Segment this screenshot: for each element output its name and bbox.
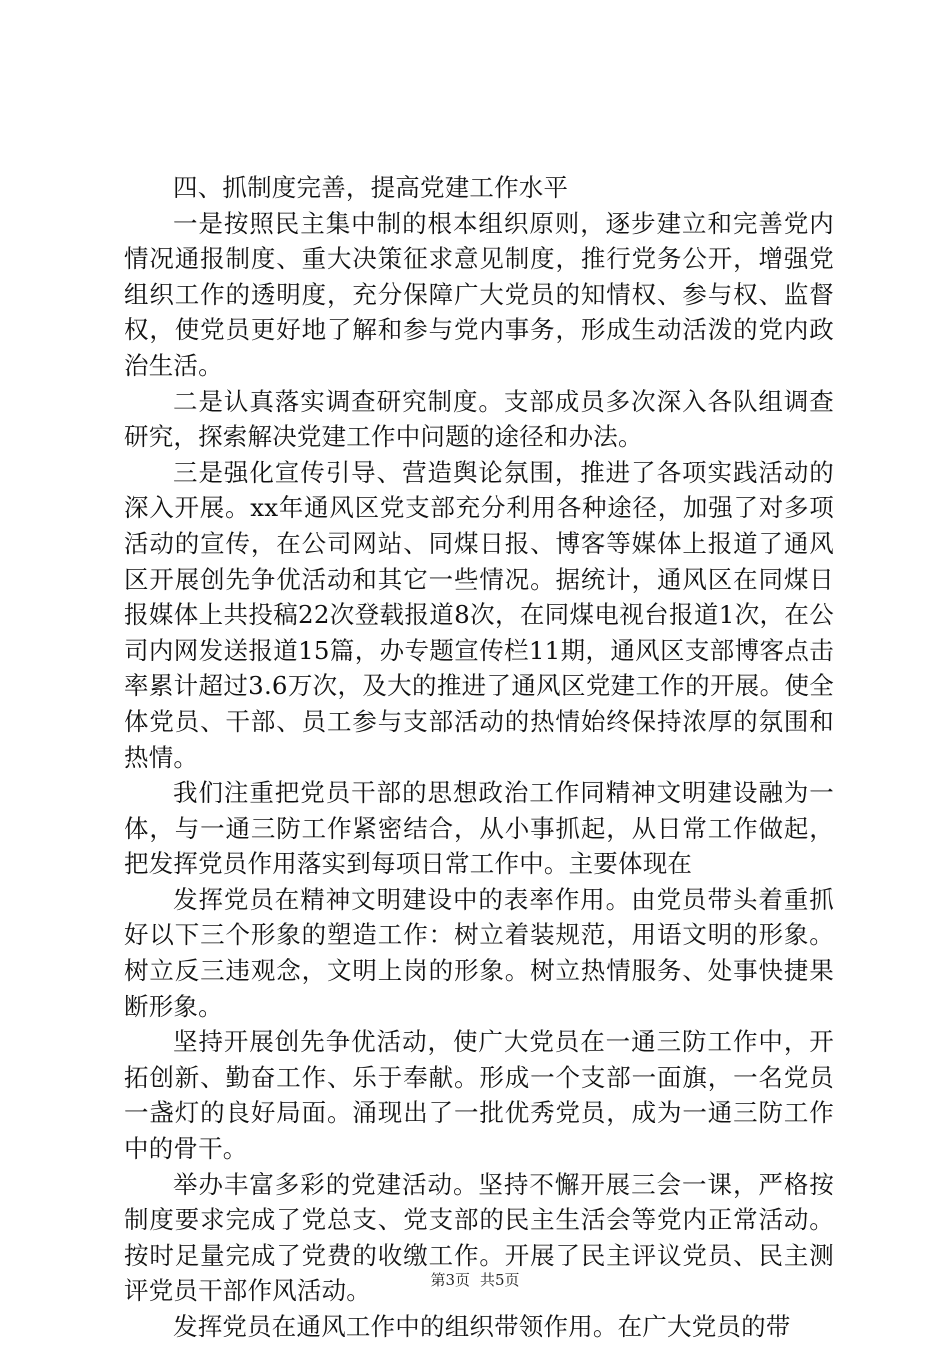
paragraph-6: 坚持开展创先争优活动，使广大党员在一通三防工作中，开拓创新、勤奋工作、乐于奉献。形成一个支部一面旗，一名党员一盏灯的良好局面。涌现出了一批优秀党员，成为一通三防工作中的骨干。 [124, 1027, 834, 1164]
paragraph-8: 发挥党员在通风工作中的组织带领作用。在广大党员的带 [173, 1312, 791, 1341]
paragraph-4: 我们注重把党员干部的思想政治工作同精神文明建设融为一体，与一通三防工作紧密结合，从小事抓起，从日常工作做起，把发挥党员作用落实到每项日常工作中。主要体现在 [124, 778, 834, 879]
document-body [124, 170, 834, 1345]
paragraph-1: 一是按照民主集中制的根本组织原则，逐步建立和完善党内情况通报制度、重大决策征求意见制度，推行党务公开，增强党组织工作的透明度，充分保障广大党员的知情权、参与权、监督权，使党员更好地了解和参与党内事务，形成生动活泼的党内政治生活。 [124, 208, 834, 380]
total-pages: 共5页 [480, 1271, 520, 1289]
page-number: 第3页 [430, 1271, 470, 1289]
paragraph-3: 三是强化宣传引导、营造舆论氛围，推进了各项实践活动的深入开展。xx年通风区党支部充分利用各种途径，加强了对多项活动的宣传，在公司网站、同煤日报、博客等媒体上报道了通风区开展创先争优活动和其它一些情况。据统计，通风区在同煤日报媒体上共投稿22次登载报道8次，在同煤电视台报道1次，在公司内网发送报道15篇，办专题宣传栏11期，通风区支部博客点击率累计超过3.6万次，及大的推进了通风区党建工作的开展。使全体党员、干部、员工参与支部活动的热情始终保持浓厚的氛围和热情。 [124, 457, 834, 772]
paragraph-7: 举办丰富多彩的党建活动。坚持不懈开展三会一课，严格按制度要求完成了党总支、党支部的民主生活会等党内正常活动。按时足量完成了党费的收缴工作。开展了民主评议党员、民主测评党员干部作风活动。 [124, 1169, 834, 1306]
page-footer [0, 1270, 950, 1290]
section-heading: 四、抓制度完善，提高党建工作水平 [173, 173, 569, 202]
paragraph-2: 二是认真落实调查研究制度。支部成员多次深入各队组调查研究，探索解决党建工作中问题的途径和办法。 [124, 386, 834, 452]
paragraph-5: 发挥党员在精神文明建设中的表率作用。由党员带头着重抓好以下三个形象的塑造工作：树立着装规范，用语文明的形象。树立反三违观念，文明上岗的形象。树立热情服务、处事快捷果断形象。 [124, 884, 834, 1021]
